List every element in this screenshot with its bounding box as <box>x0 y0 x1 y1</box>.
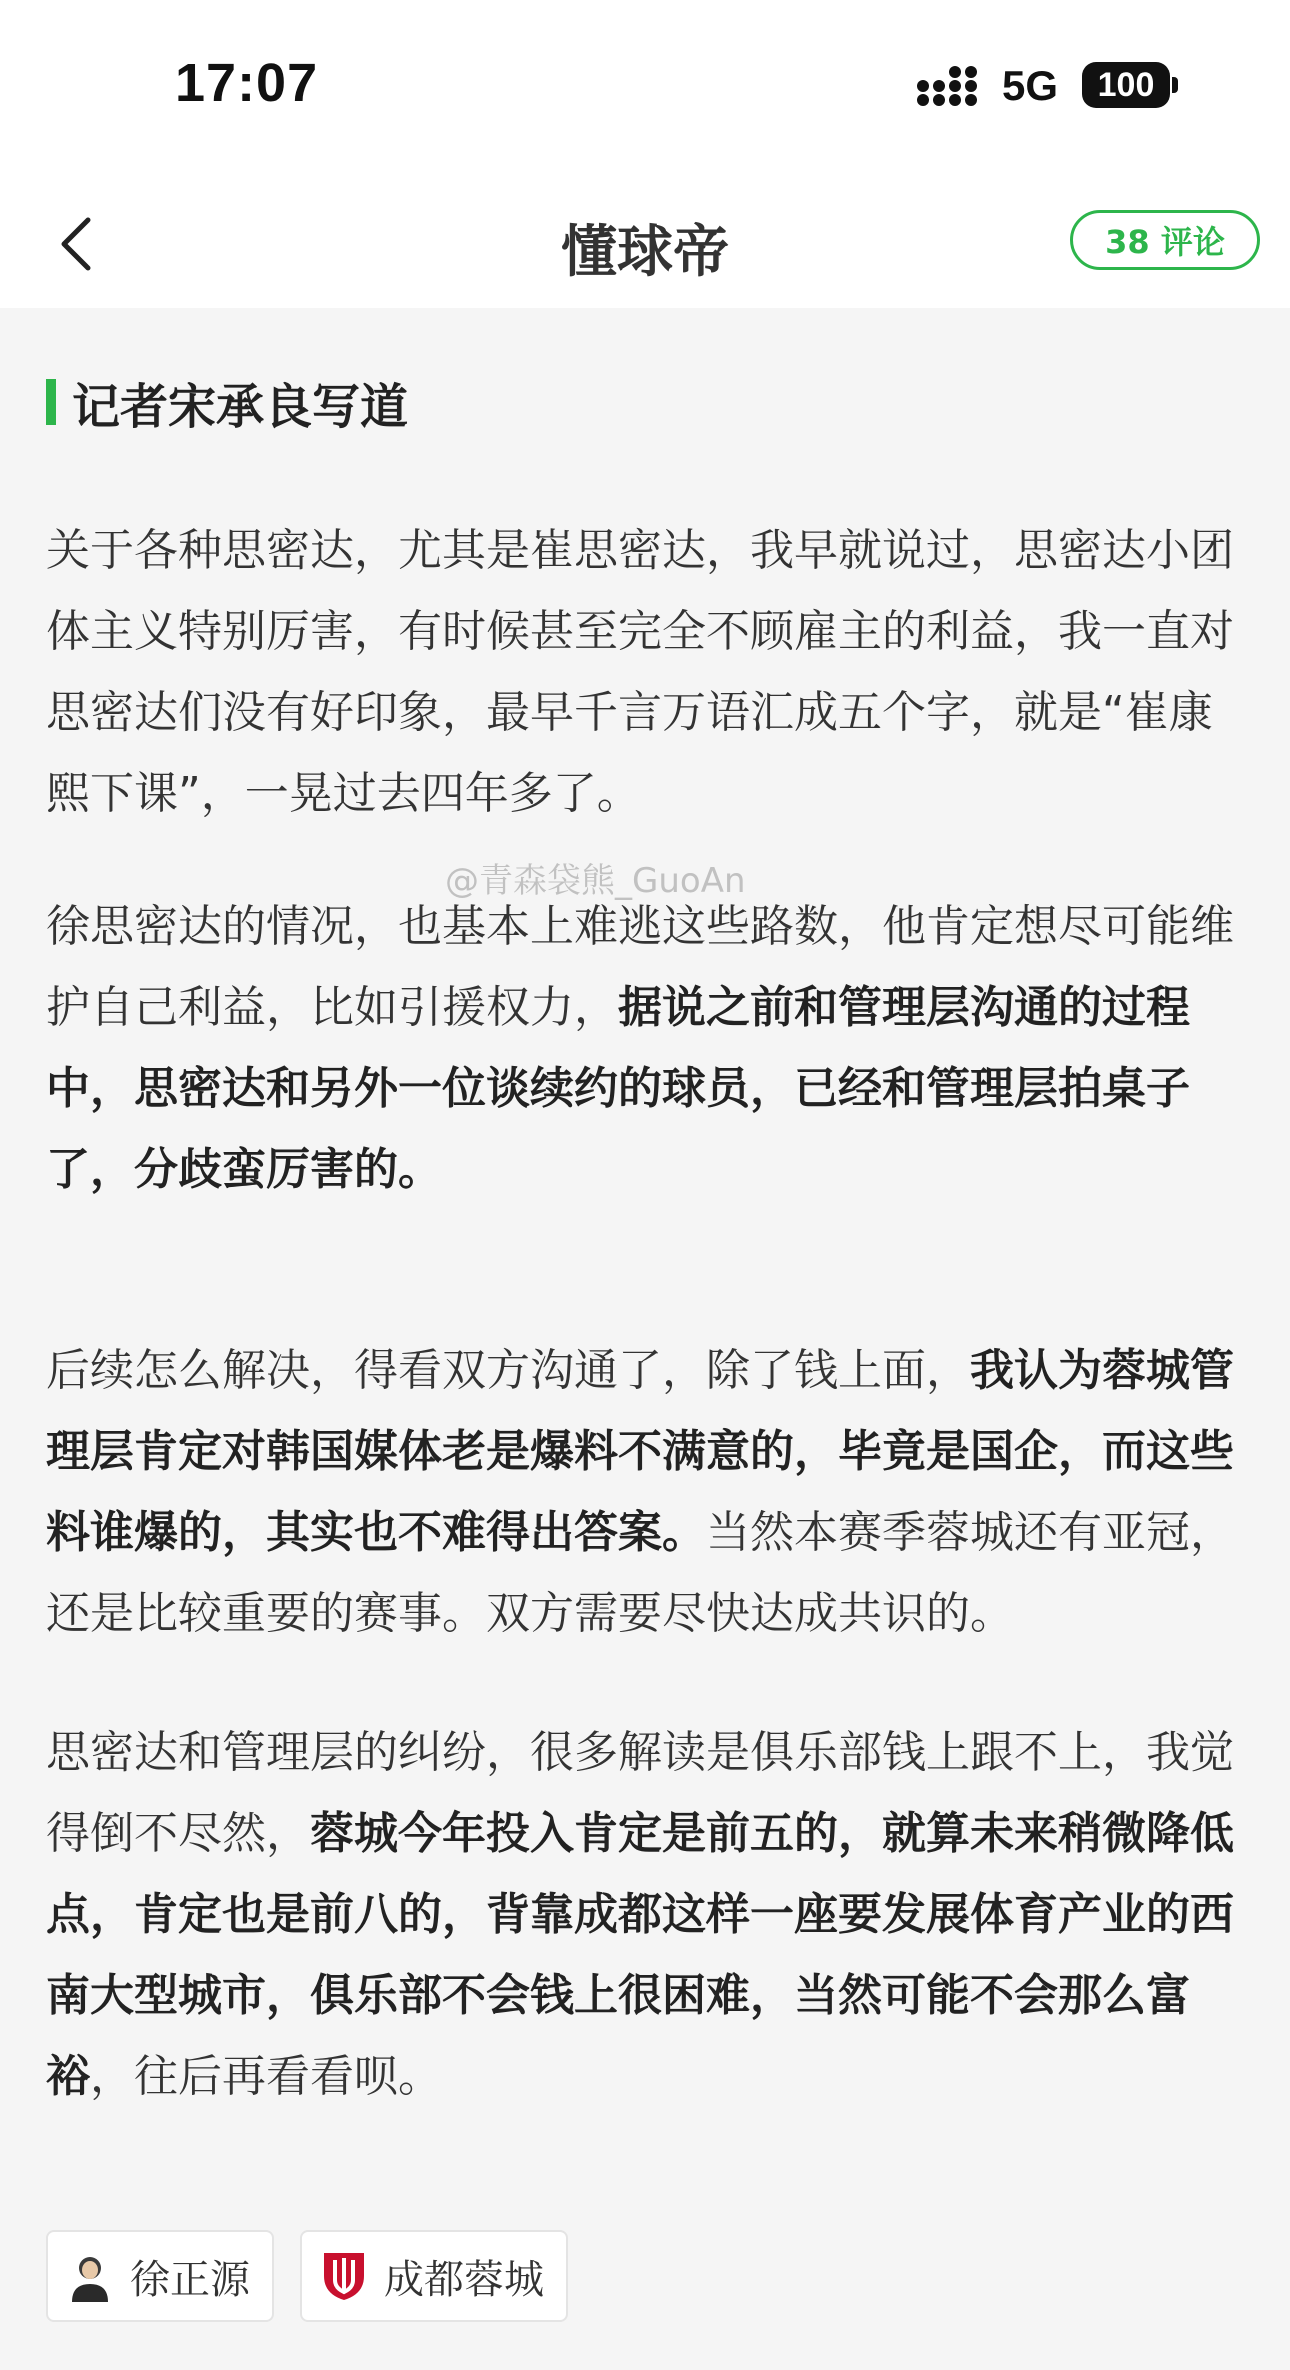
paragraph-segment: 当然本赛季蓉城还有亚冠，还是比较重要的赛事。双方需要尽快达成共识的。 <box>46 1507 1234 1639</box>
tag-label: 成都蓉城 <box>384 2256 544 2303</box>
battery-icon: 100 <box>1082 62 1170 108</box>
paragraph-segment: 蓉城今年投入肯定是前五的，就算未来稍微降低点，肯定也是前八的，背靠成都这样一座要发展体育产业的西南大型城市，俱乐部不会钱上很困难，当然可能不会那么富裕 <box>46 1808 1234 2102</box>
paragraph-segment: 我认为蓉城管理层肯定对韩国媒体老是爆料不满意的，毕竟是国企，而这些料谁爆的，其实也不难得出答案。 <box>46 1345 1234 1558</box>
battery-tip <box>1172 77 1178 93</box>
paragraph-segment: ，往后再看看呗。 <box>90 2051 442 2102</box>
paragraph-segment: 据说之前和管理层沟通的过程中，思密达和另外一位谈续约的球员，已经和管理层拍桌子了，分歧蛮厉害的。 <box>46 982 1190 1195</box>
tag-label: 徐正源 <box>130 2256 250 2303</box>
article-paragraph <box>46 1712 1246 2117</box>
player-avatar-icon <box>64 2250 116 2302</box>
heading-text: 记者宋承良写道 <box>72 378 409 435</box>
network-type: 5G <box>1002 62 1059 109</box>
section-heading <box>46 372 409 435</box>
article-paragraph <box>46 510 1246 834</box>
status-bar <box>0 0 1290 180</box>
app-title: 懂球帝 <box>561 220 729 285</box>
comments-button[interactable]: 38 评论 <box>1070 210 1260 270</box>
status-time: 17:07 <box>175 53 319 113</box>
heading-accent-bar <box>46 379 56 425</box>
signal-strength-icon <box>915 64 985 108</box>
paragraph-segment: 关于各种思密达，尤其是崔思密达，我早就说过，思密达小团体主义特别厉害，有时候甚至完全不顾雇主的利益，我一直对思密达们没有好印象，最早千言万语汇成五个字，就是“崔康熙下课”，一晃过去四年多了。 <box>46 525 1234 819</box>
club-crest-icon <box>318 2250 370 2302</box>
paragraph-segment: 思密达和管理层的纠纷，很多解读是俱乐部钱上跟不上，我觉得倒不尽然， <box>46 1727 1234 1859</box>
paragraph-segment: 徐思密达的情况，也基本上难逃这些路数，他肯定想尽可能维护自己利益，比如引援权力， <box>46 901 1234 1033</box>
paragraph-segment: 后续怎么解决，得看双方沟通了，除了钱上面， <box>46 1345 970 1396</box>
tag-club[interactable] <box>300 2230 568 2322</box>
watermark-text: @青森袋熊_GuoAn <box>445 861 746 901</box>
tag-player[interactable] <box>46 2230 274 2322</box>
nav-bar <box>0 180 1290 308</box>
watermark <box>445 853 746 902</box>
tag-list <box>46 2230 568 2322</box>
article-paragraph <box>46 886 1246 1210</box>
article-paragraph <box>46 1330 1246 1654</box>
